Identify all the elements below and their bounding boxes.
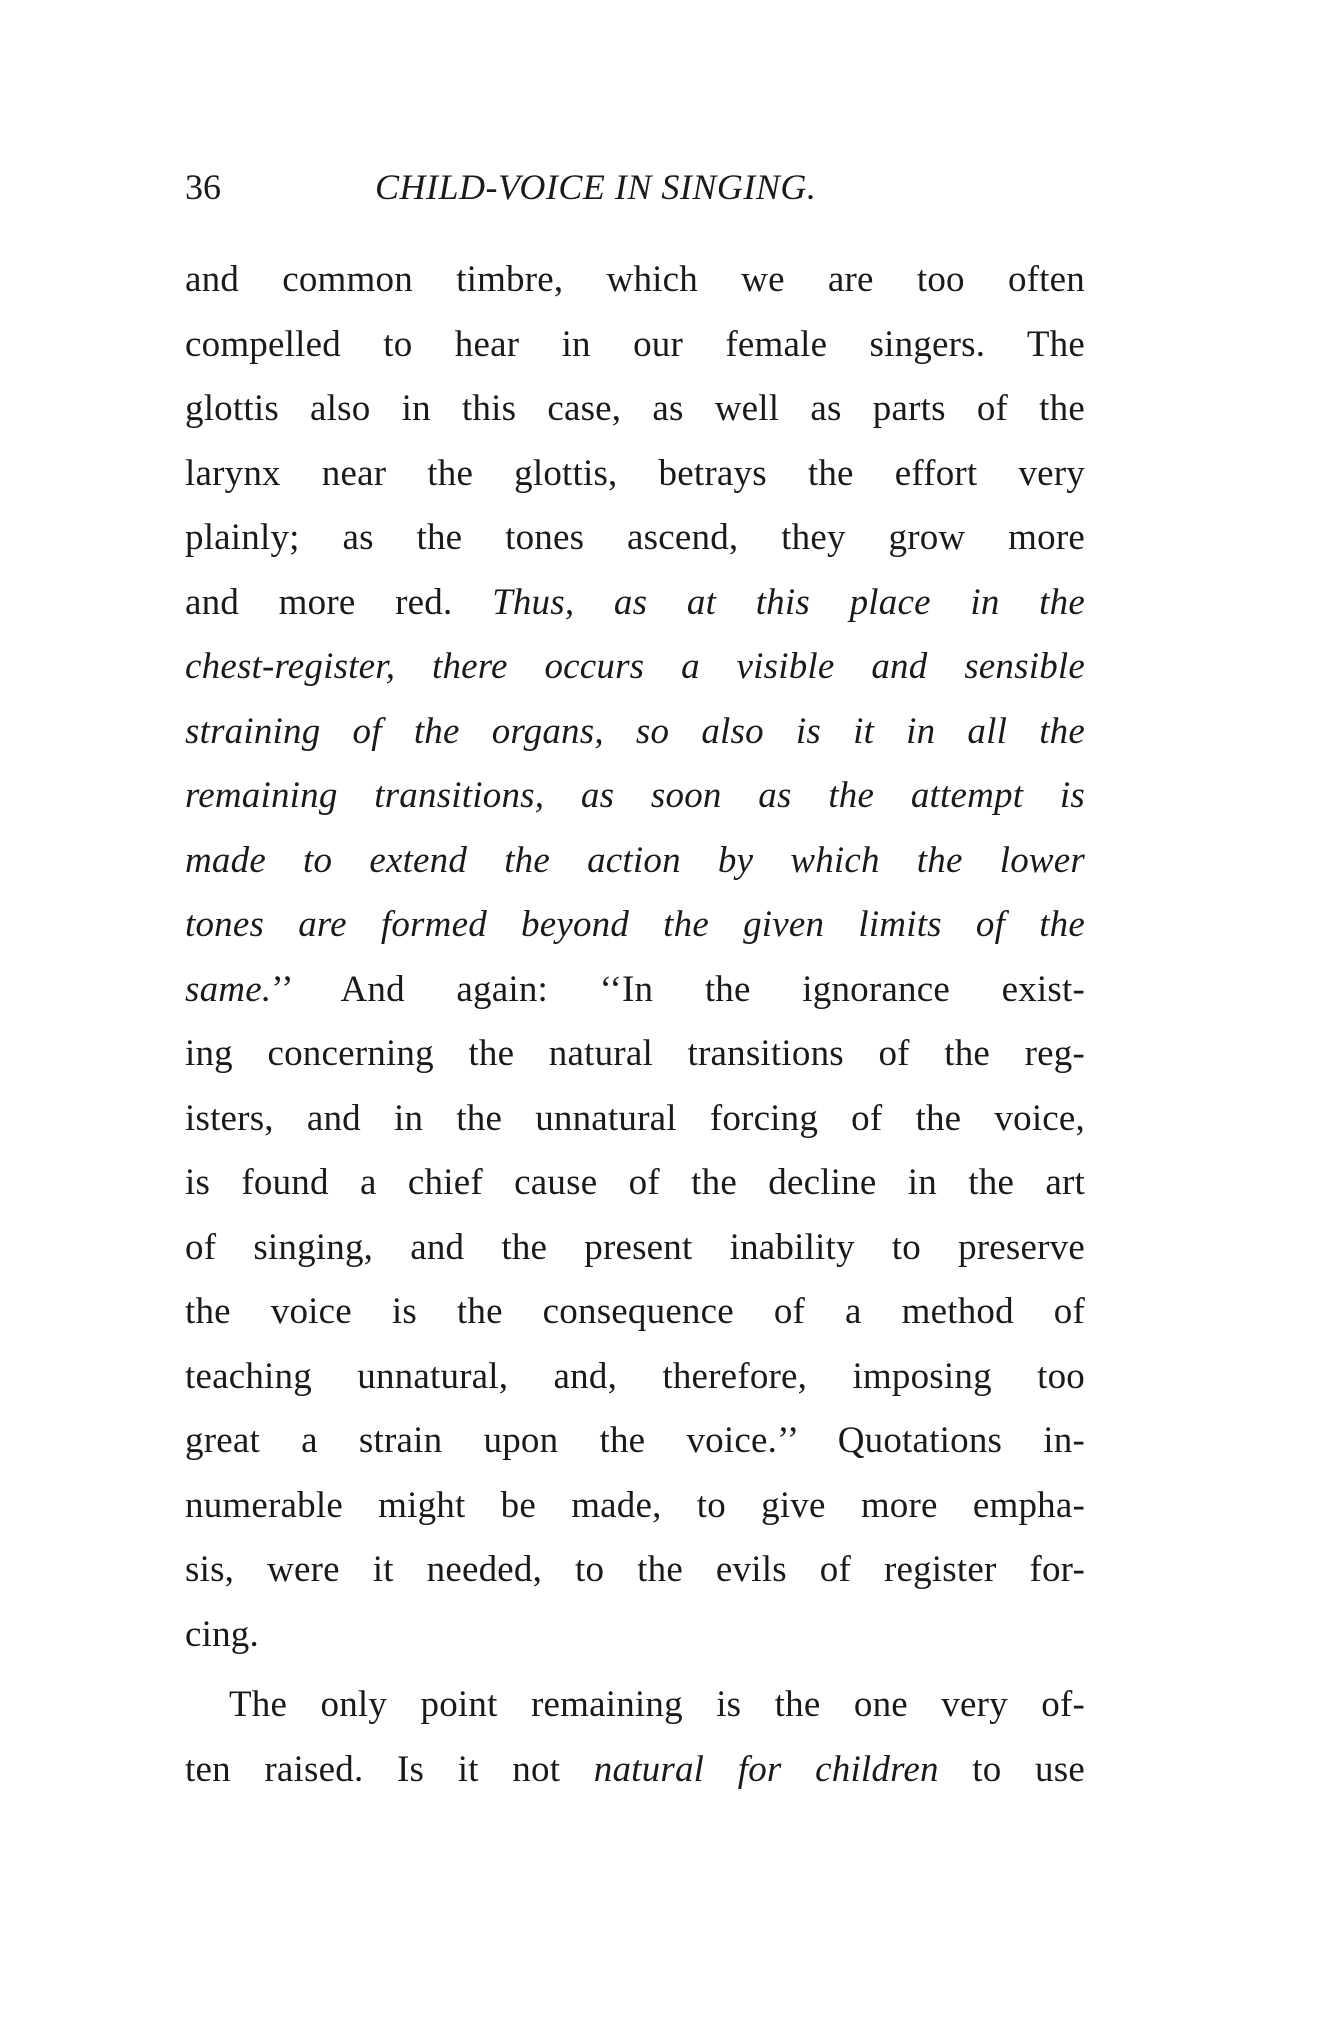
text-line (185, 958, 1085, 1023)
italic-span: remaining transitions, as soon as the attempt is (185, 775, 1085, 816)
text-line (185, 635, 1085, 700)
italic-span: same. (185, 968, 272, 1010)
text-span: ’’ And again: ‘‘In the ignorance exist- (271, 968, 1085, 1010)
text-line: the voice is the consequence of a method of (185, 1291, 1085, 1332)
text-line (185, 700, 1085, 765)
body-text (185, 248, 1085, 1802)
text-span: to use (938, 1748, 1085, 1790)
text-line: of singing, and the present inability to preserve (185, 1226, 1085, 1268)
running-title: CHILD-VOICE IN SINGING. (375, 167, 817, 207)
text-line: great a strain upon the voice.’’ Quotations in- (185, 1420, 1085, 1461)
text-span: ten raised. Is it not (185, 1748, 594, 1790)
text-line (185, 893, 1085, 958)
text-line: isters, and in the unnatural forcing of the voice, (185, 1097, 1085, 1139)
text-line (185, 829, 1085, 894)
italic-span: Thus, as at this place in the (492, 581, 1085, 623)
text-line: and common timbre, which we are too often (185, 259, 1085, 300)
text-line: plainly; as the tones ascend, they grow more (185, 517, 1085, 558)
text-line: sis, were it needed, to the evils of register for- (185, 1549, 1085, 1590)
text-line: numerable might be made, to give more empha- (185, 1484, 1085, 1526)
text-line (185, 1738, 1085, 1803)
paragraph-start-line: The only point remaining is the one very of- (229, 1684, 1085, 1725)
text-line: compelled to hear in our female singers. The (185, 323, 1085, 365)
italic-span: made to extend the action by which the lower (185, 839, 1085, 881)
paragraph-end-line: cing. (185, 1613, 259, 1655)
text-line (185, 764, 1085, 829)
page-number: 36 (185, 167, 221, 207)
text-line: teaching unnatural, and, therefore, imposing too (185, 1355, 1085, 1397)
text-line: larynx near the glottis, betrays the effort very (185, 452, 1085, 494)
running-head (185, 162, 1085, 212)
text-line (185, 571, 1085, 636)
italic-span: chest-register, there occurs a visible and sensible (185, 646, 1085, 687)
italic-span: straining of the organs, so also is it in all the (185, 710, 1085, 752)
italic-span: tones are formed beyond the given limits of the (185, 904, 1085, 945)
text-span: and more red. (185, 581, 493, 623)
text-line: glottis also in this case, as well as parts of the (185, 388, 1085, 429)
text-line: is found a chief cause of the decline in the art (185, 1162, 1085, 1203)
italic-span: natural for children (593, 1748, 939, 1790)
text-line: ing concerning the natural transitions of the reg- (185, 1033, 1085, 1074)
